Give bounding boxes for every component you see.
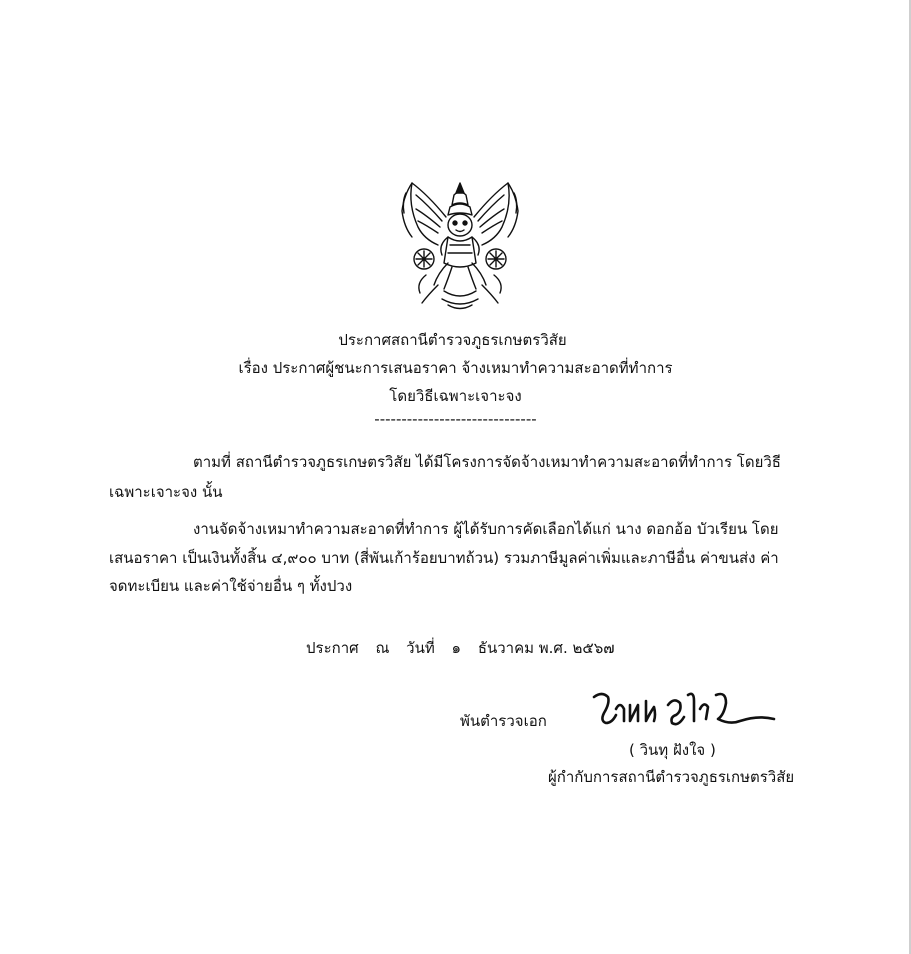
paragraph-2-line-3: จดทะเบียน และค่าใช้จ่ายอื่น ๆ ทั้งปวง xyxy=(109,577,353,595)
paragraph-2-line-2: เสนอราคา เป็นเงินทั้งสิ้น ๔,๙๐๐ บาท (สี่พันเก้าร้อยบาทถ้วน) รวมภาษีมูลค่าเพิ่มและภาษีอื่น ค่าขนส่ง ค่า xyxy=(109,549,779,567)
announcement-word: ประกาศ xyxy=(306,639,359,657)
paragraph-1-line-1: ตามที่ สถานีตำรวจภูธรเกษตรวิสัย ได้มีโครงการจัดจ้างเหมาทำความสะอาดที่ทำการ โดยวิธี xyxy=(193,453,781,471)
announcement-date-label: วันที่ xyxy=(406,639,435,657)
announcement-day: ๑ xyxy=(451,639,462,657)
announcement-date xyxy=(306,636,627,660)
garuda-emblem-icon xyxy=(398,175,522,313)
agency-title: ประกาศสถานีตำรวจภูธรเกษตรวิสัย xyxy=(338,331,567,349)
announcement-at: ณ xyxy=(375,639,390,657)
divider-line: ------------------------------ xyxy=(374,410,537,428)
signer-position: ผู้กำกับการสถานีตำรวจภูธรเกษตรวิสัย xyxy=(548,768,795,786)
paragraph-2-line-1: งานจัดจ้างเหมาทำความสะอาดที่ทำการ ผู้ได้รับการคัดเลือกได้แก่ นาง ดอกอ้อ บัวเรียน โดย xyxy=(193,520,779,538)
handwritten-signature-icon xyxy=(590,683,780,733)
announcement-month-year: ธันวาคม พ.ศ. ๒๕๖๗ xyxy=(477,639,615,657)
paragraph-1-line-2: เฉพาะเจาะจง นั้น xyxy=(109,483,223,501)
signer-name: ( วินทุ ฝังใจ ) xyxy=(629,741,716,759)
method-line: โดยวิธีเฉพาะเจาะจง xyxy=(389,387,522,405)
signer-rank: พันตำรวจเอก xyxy=(460,712,547,730)
subject-line: เรื่อง ประกาศผู้ชนะการเสนอราคา จ้างเหมาทำความสะอาดที่ทำการ xyxy=(238,359,673,377)
